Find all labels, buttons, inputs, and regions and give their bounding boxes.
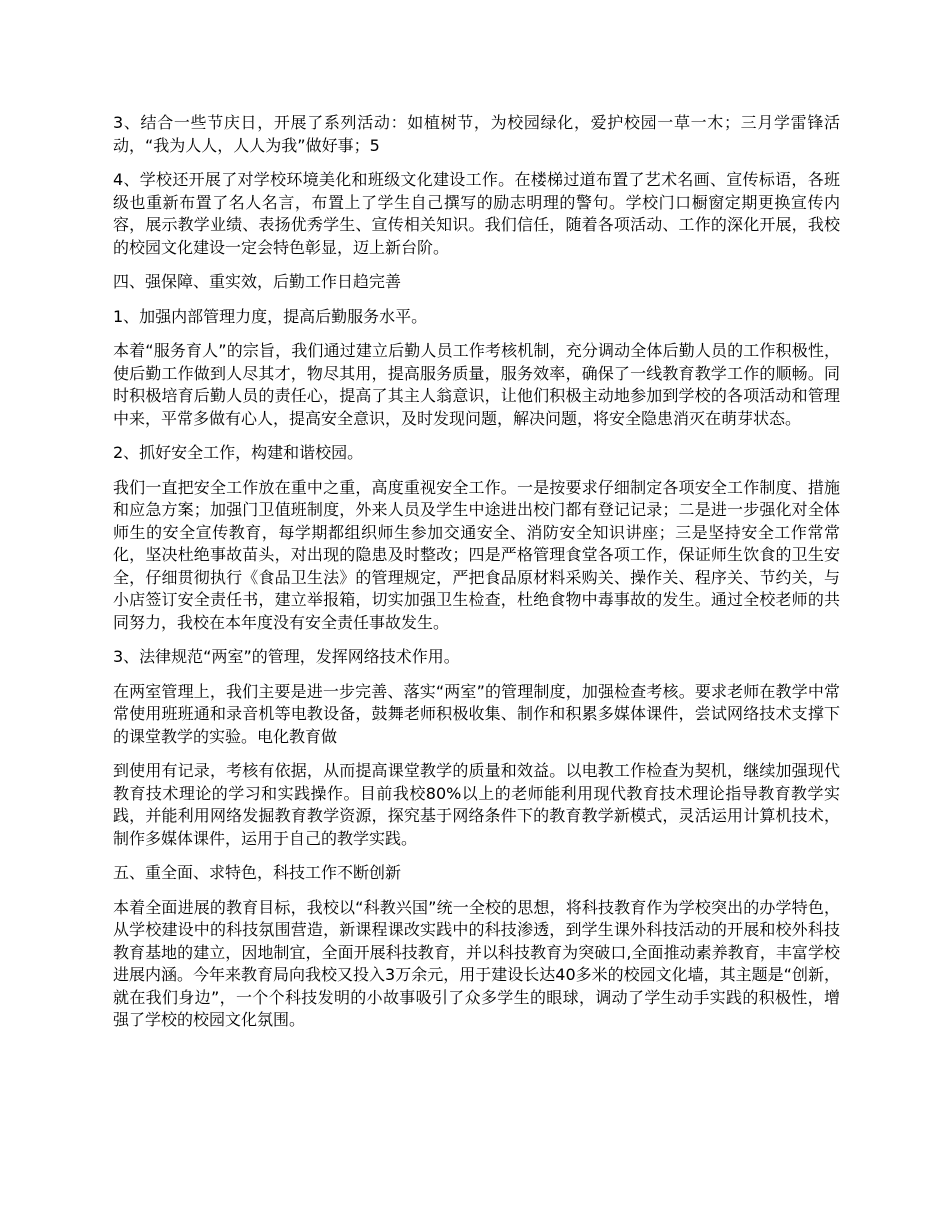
subheading-safety-work: 2、抓好安全工作，构建和谐校园。: [113, 443, 364, 462]
paragraph-technology-education: 本着全面进展的教育目标，我校以“科教兴国”统一全校的思想，将科技教育作为学校突出的办学特色，从学校建设中的科技氛围营造，新课程课改实践中的科技渗透，到学生课外科技活动的开展和校外科技教育基地的建立，因地制宜，全面开展科技教育，并以科技教育为突破口,全面推动素养教育，丰富学校进展内涵。今年来教育局向我校又投入3万余元，用于建设长达40多米的校园文化墙，其主题是“创新，就在我们身边”，一个个科技发明的小故事吸引了众多学生的眼球，调动了学生动手实践的积极性，增强了学校的校园文化氛围。: [113, 897, 840, 1029]
paragraph-two-rooms-management: 在两室管理上，我们主要是进一步完善、落实“两室”的管理制度，加强检查考核。要求老师在教学中常常使用班班通和录音机等电教设备，鼓舞老师积极收集、制作和积累多媒体课件，尝试网络技术支撑下的课堂教学的实验。电化教育做: [113, 681, 840, 746]
subheading-two-rooms: 3、法律规范“两室”的管理，发挥网络技术作用。: [113, 647, 460, 666]
section-heading-logistics: 四、强保障、重实效，后勤工作日趋完善: [113, 272, 402, 291]
paragraph-environment-culture: 4、学校还开展了对学校环境美化和班级文化建设工作。在楼梯过道布置了艺术名画、宣传标语，各班级也重新布置了名人名言，布置上了学生自己撰写的励志明理的警句。学校门口橱窗定期更换宣传内容，展示教学业绩、表扬优秀学生、宣传相关知识。我们信任，随着各项活动、工作的深化开展，我校的校园文化建设一定会特色彰显，迈上新台阶。: [113, 170, 840, 257]
section-heading-technology: 五、重全面、求特色，科技工作不断创新: [113, 863, 402, 882]
document-body: [113, 112, 840, 1044]
paragraph-service-education: 本着“服务育人”的宗旨，我们通过建立后勤人员工作考核机制，充分调动全体后勤人员的工作积极性，使后勤工作做到人尽其才，物尽其用，提高服务质量，服务效率，确保了一线教育教学工作的顺畅。同时积极培育后勤人员的责任心，提高了其主人翁意识，让他们积极主动地参加到学校的各项活动和管理中来，平常多做有心人，提高安全意识，及时发现问题，解决问题，将安全隐患消灭在萌芽状态。: [113, 341, 840, 428]
paragraph-audio-visual-education: 到使用有记录，考核有依据，从而提高课堂教学的质量和效益。以电教工作检查为契机，继续加强现代教育技术理论的学习和实践操作。目前我校80%以上的老师能利用现代教育技术理论指导教育教学实践，并能利用网络发掘教育教学资源，探究基于网络条件下的教育教学新模式，灵活运用计算机技术，制作多媒体课件，运用于自己的教学实践。: [113, 761, 840, 848]
paragraph-safety-measures: 我们一直把安全工作放在重中之重，高度重视安全工作。一是按要求仔细制定各项安全工作制度、措施和应急方案；加强门卫值班制度，外来人员及学生中途进出校门都有登记记录；二是进一步强化对全体师生的安全宣传教育，每学期都组织师生参加交通安全、消防安全知识讲座；三是坚持安全工作常常化，坚决杜绝事故苗头，对出现的隐患及时整改；四是严格管理食堂各项工作，保证师生饮食的卫生安全，仔细贯彻执行《食品卫生法》的管理规定，严把食品原材料采购关、操作关、程序关、节约关，与小店签订安全责任书，建立举报箱，切实加强卫生检查，杜绝食物中毒事故的发生。通过全校老师的共同努力，我校在本年度没有安全责任事故发生。: [113, 477, 840, 632]
paragraph-festival-activities: 3、结合一些节庆日，开展了系列活动：如植树节，为校园绿化，爱护校园一草一木；三月学雷锋活动，“我为人人，人人为我”做好事；5: [113, 113, 840, 155]
subheading-internal-management: 1、加强内部管理力度，提高后勤服务水平。: [113, 306, 428, 326]
